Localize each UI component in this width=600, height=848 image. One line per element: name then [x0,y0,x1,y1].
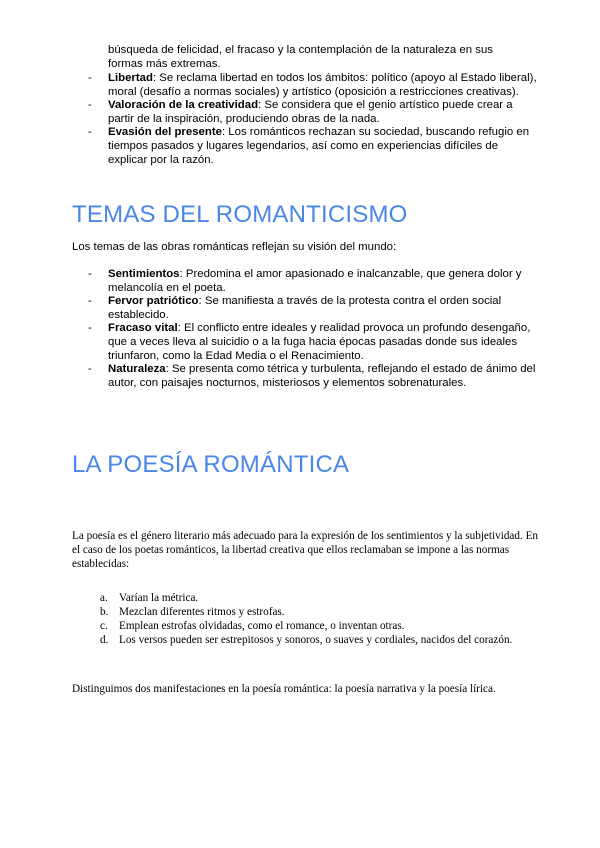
list-marker: a. [100,592,108,604]
list-marker: d. [100,634,109,646]
characteristics-list [88,72,538,167]
list-item [88,322,538,363]
item-text: : Se manifiesta a través de la protesta contra el orden social establecido. [108,295,502,321]
item-text: : Los románticos rechazan su sociedad, buscando refugio en tiempos pasados y lugares legendarios, así como en experiencias difíciles de explicar por la razón. [108,126,530,166]
list-item [88,363,538,390]
temas-intro: Los temas de las obras románticas reflejan su visión del mundo: [72,241,397,253]
list-item [88,72,538,99]
item-text: : Se considera que el genio artístico puede crear a partir de la inspiración, produciendo obras de la nada. [108,99,513,125]
list-item [100,591,520,605]
poesia-list [100,591,520,647]
poesia-intro: La poesía es el género literario más adecuado para la expresión de los sentimientos y la subjetividad. En el caso de los poetas románticos, la libertad creativa que ellos reclamaban se impone a las normas establecidas: [72,530,538,570]
item-text: : Se presenta como tétrica y turbulenta, reflejando el estado de ánimo del autor, con paisajes nocturnos, misteriosos y elementos sobrenaturales. [108,363,536,389]
item-term: Evasión del presente [108,126,222,139]
item-text: : Se reclama libertad en todos los ámbitos: político (apoyo al Estado liberal), moral (desafío a normas sociales) y artístico (oposición a restricciones creativas). [108,72,537,98]
dash-bullet: - [88,268,92,280]
temas-list [88,268,538,390]
dash-bullet: - [88,126,92,139]
item-text: Mezclan diferentes ritmos y estrofas. [119,606,285,618]
item-term: Valoración de la creatividad [108,99,259,112]
dash-bullet: - [88,72,92,84]
item-text: : Predomina el amor apasionado e inalcanzable, que genera dolor y melancolía en el poeta. [108,268,522,294]
poesia-closing: Distinguimos dos manifestaciones en la poesía romántica: la poesía narrativa y la poesía lírica. [72,683,496,695]
list-item [88,268,538,295]
intro-continuation: búsqueda de felicidad, el fracaso y la contemplación de la naturaleza en sus formas más extremas. [108,44,493,70]
dash-bullet: - [88,295,92,308]
section-heading-poesia: LA POESÍA ROMÁNTICA [72,451,350,478]
list-item [88,295,538,322]
list-marker: c. [100,620,108,632]
section-heading-temas: TEMAS DEL ROMANTICISMO [72,201,408,228]
list-item [100,619,520,633]
item-text: Emplean estrofas olvidadas, como el romance, o inventan otras. [119,620,405,632]
dash-bullet: - [88,99,92,112]
dash-bullet: - [88,363,92,376]
item-term: Fracaso vital [108,322,178,335]
list-item [100,605,520,619]
list-item [88,126,538,167]
item-term: Libertad [108,72,153,84]
list-item [100,633,520,647]
item-text: Varían la métrica. [119,592,199,604]
item-term: Sentimientos [108,268,180,280]
item-term: Fervor patriótico [108,295,199,308]
item-text: : El conflicto entre ideales y realidad provoca un profundo desengaño, que a veces lleva al suicidio o a la fuga hacia épocas pasadas donde sus ideales triunfaron, como la Edad Media o el Renacimiento. [108,322,531,362]
list-item [88,99,538,126]
dash-bullet: - [88,322,92,335]
item-text: Los versos pueden ser estrepitosos y sonoros, o suaves y cordiales, nacidos del corazón. [119,634,513,646]
list-marker: b. [100,606,109,618]
item-term: Naturaleza [108,363,166,376]
